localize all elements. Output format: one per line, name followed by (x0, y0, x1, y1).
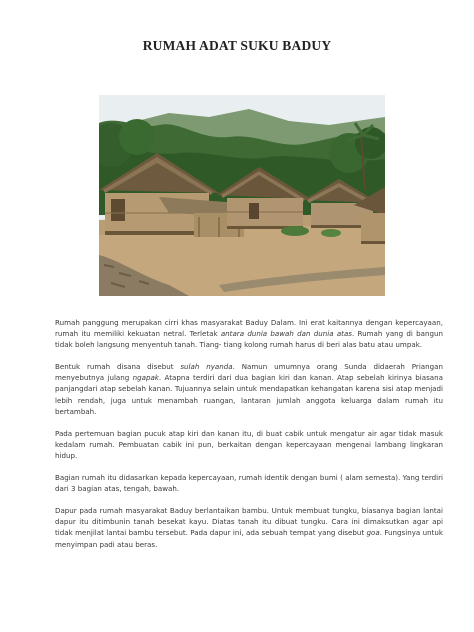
italic-text: goa (366, 528, 380, 538)
baduy-village-photo (99, 95, 385, 296)
paragraph (55, 361, 443, 416)
paragraph (55, 428, 443, 461)
paragraph-text: . Fungsinya untuk menyimpan padi atau beras. (55, 528, 443, 549)
paragraph-text: . Atapna terdiri dari dua bagian kiri dan kanan. Atap sebelah kirinya biasana panjangdari atap sebelah kanan. Tujuannya selain untuk mendapatkan kehangatan karena sisi atap menjadi lebih rendah, juga untuk menambah ruangan, lantaran jumlah anggota keluarga dalam rumah itu bertambah. (55, 373, 443, 416)
paragraph-text: . Namun umumnya orang Sunda didaerah Priangan menyebutnya julang (55, 362, 443, 383)
body-text (55, 317, 443, 561)
italic-text: antara dunia bawah dan dunia atas (220, 329, 352, 339)
photo-illustration (99, 95, 385, 296)
paragraph-text: Pada pertemuan bagian pucuk atap kiri dan kanan itu, di buat cabik untuk mengatur air agar tidak masuk kedalam rumah. Pembuatan cabik ini pun, berkaitan dengan kepercayaan mengenai lambang lingkaran hidup. (55, 428, 443, 460)
page-title: RUMAH ADAT SUKU BADUY (142, 38, 332, 53)
paragraph (55, 472, 443, 494)
paragraph-text: Dapur pada rumah masyarakat Baduy berlantaikan bambu. Untuk membuat tungku, biasanya bagian lantai dapur itu ditimbunin tanah besekat kayu. Diatas tanah itu dibuat tungku. Cara ini dimaksutkan agar api tidak menjilat lantai bambu tersebut. Pada dapur ini, ada sebuah tempat yang disebut (55, 506, 443, 538)
paragraph (55, 317, 443, 350)
paragraph-text: Bagian rumah itu didasarkan kepada kepercayaan, rumah identik dengan bumi ( alam semesta). Yang terdiri dari 3 bagian atas, tengah, bawah. (55, 473, 443, 494)
paragraph-text: Bentuk rumah disana disebut (55, 362, 181, 372)
paragraph-text: Rumah panggung merupakan cirri khas masyarakat Baduy Dalam. Ini erat kaitannya dengan kepercayaan, rumah itu memiliki kekuatan netral. Terletak (55, 318, 443, 339)
italic-text: ngapak (132, 373, 159, 383)
paragraph (55, 505, 443, 549)
italic-text: sulah nyanda (180, 362, 233, 372)
paragraph-text: . Rumah yang di bangun tidak boleh langsung menyentuh tanah. Tiang- tiang kolong rumah harus di beri alas batu atau umpak. (55, 329, 444, 350)
